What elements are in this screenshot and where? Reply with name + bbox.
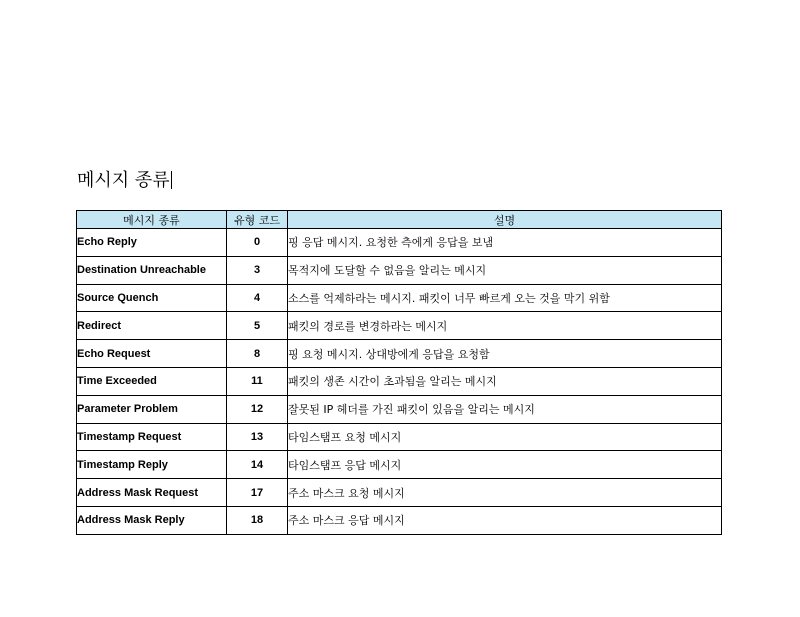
message-type-cell: Redirect (77, 312, 227, 340)
type-code-cell: 18 (227, 506, 288, 534)
table-row (77, 312, 722, 340)
description-cell: 핑 응답 메시지. 요청한 측에게 응답을 보냄 (288, 229, 722, 257)
table-row (77, 229, 722, 257)
type-code-cell: 17 (227, 479, 288, 507)
table-row (77, 395, 722, 423)
description-cell: 잘못된 IP 헤더를 가진 패킷이 있음을 알리는 메시지 (288, 395, 722, 423)
table-row (77, 451, 722, 479)
page-title (77, 170, 172, 192)
type-code-cell: 3 (227, 256, 288, 284)
type-code-cell: 8 (227, 340, 288, 368)
description-cell: 패킷의 생존 시간이 초과됨을 알리는 메시지 (288, 367, 722, 395)
type-code-cell: 14 (227, 451, 288, 479)
page-title-text: 메시지 종류 (77, 170, 170, 191)
message-type-cell: Echo Request (77, 340, 227, 368)
icmp-message-table (76, 210, 722, 535)
description-cell: 패킷의 경로를 변경하라는 메시지 (288, 312, 722, 340)
description-cell: 핑 요청 메시지. 상대방에게 응답을 요청함 (288, 340, 722, 368)
type-code-cell: 12 (227, 395, 288, 423)
description-cell: 주소 마스크 요청 메시지 (288, 479, 722, 507)
table-row (77, 340, 722, 368)
message-type-cell: Address Mask Reply (77, 506, 227, 534)
message-type-cell: Destination Unreachable (77, 256, 227, 284)
message-type-cell: Parameter Problem (77, 395, 227, 423)
header-description: 설명 (288, 211, 722, 229)
message-type-cell: Time Exceeded (77, 367, 227, 395)
header-message-type: 메시지 종류 (77, 211, 227, 229)
header-type-code: 유형 코드 (227, 211, 288, 229)
description-cell: 목적지에 도달할 수 없음을 알리는 메시지 (288, 256, 722, 284)
table-row (77, 256, 722, 284)
description-cell: 타임스탬프 응답 메시지 (288, 451, 722, 479)
type-code-cell: 5 (227, 312, 288, 340)
message-type-cell: Timestamp Reply (77, 451, 227, 479)
description-cell: 타임스탬프 요청 메시지 (288, 423, 722, 451)
type-code-cell: 13 (227, 423, 288, 451)
table-row (77, 506, 722, 534)
table-row (77, 284, 722, 312)
description-cell: 소스를 억제하라는 메시지. 패킷이 너무 빠르게 오는 것을 막기 위함 (288, 284, 722, 312)
description-cell: 주소 마스크 응답 메시지 (288, 506, 722, 534)
type-code-cell: 11 (227, 367, 288, 395)
text-cursor (171, 171, 172, 189)
type-code-cell: 0 (227, 229, 288, 257)
type-code-cell: 4 (227, 284, 288, 312)
table-header-row (77, 211, 722, 229)
table-row (77, 367, 722, 395)
message-type-cell: Echo Reply (77, 229, 227, 257)
message-type-cell: Source Quench (77, 284, 227, 312)
message-type-cell: Timestamp Request (77, 423, 227, 451)
table-row (77, 479, 722, 507)
table-row (77, 423, 722, 451)
message-type-cell: Address Mask Request (77, 479, 227, 507)
